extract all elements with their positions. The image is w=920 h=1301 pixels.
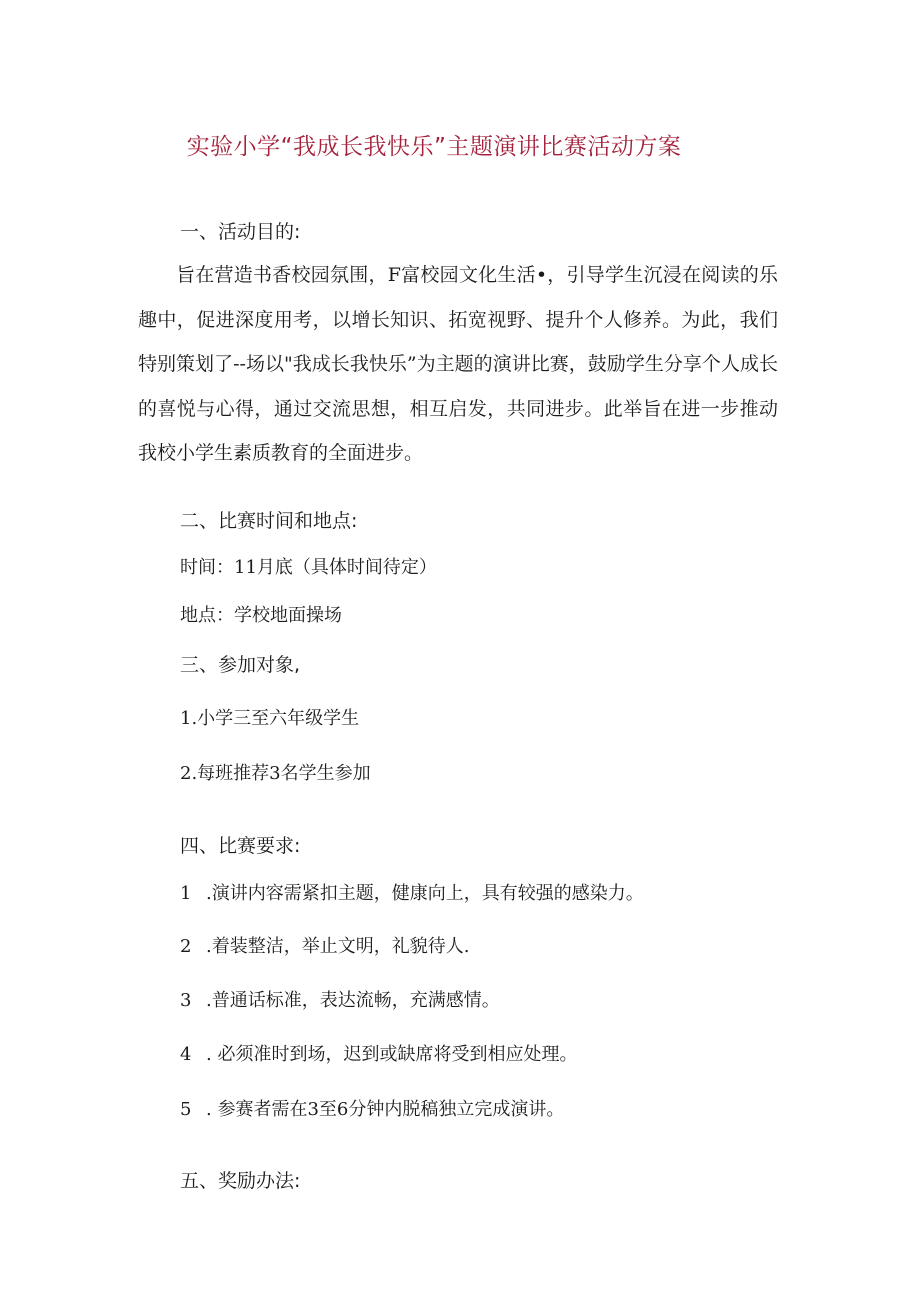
- requirement-text: .普通话标准，表达流畅，充满感情。: [206, 990, 500, 1011]
- section-4-heading: 四、比赛要求:: [180, 835, 301, 857]
- section-1-heading: 一、活动目的:: [180, 221, 301, 243]
- requirement-number: 5: [180, 1099, 192, 1120]
- requirement-text: .演讲内容需紧扣主题，健康向上，具有较强的感染力。: [206, 883, 644, 904]
- requirement-number: 3: [180, 990, 192, 1011]
- requirement-item: [180, 932, 469, 958]
- section-3-heading: 三、参加对象,: [180, 654, 301, 676]
- participant-item: 2.每班推荐3名学生参加: [180, 763, 371, 784]
- requirement-item: [180, 986, 500, 1012]
- requirement-item: [180, 1095, 564, 1121]
- requirement-text: .着装整洁，举止文明，礼貌待人.: [206, 936, 470, 957]
- section-5-heading: 五、奖励办法:: [180, 1170, 301, 1192]
- requirement-number: 2: [180, 936, 192, 957]
- requirement-text: . 参赛者需在3至6分钟内脱稿独立完成演讲。: [206, 1099, 565, 1120]
- event-place: 地点：学校地面操场: [180, 605, 342, 626]
- requirement-text: . 必须准时到场，迟到或缺席将受到相应处理。: [206, 1044, 578, 1065]
- section-1-paragraph: 旨在营造书香校园氛围，F富校园文化生活•，引导学生沉浸在阅读的乐趣中，促进深度用考，以增长知识、拓宽视野、提升个人修养。为此，我们特别策划了--场以"我成长我快乐”为主题的演讲比赛，鼓励学生分享个人成长的喜悦与心得，通过交流思想，相互启发，共同进步。此举旨在进一步推动我校小学生素质教育的全面进步。: [138, 264, 778, 464]
- requirement-number: 1: [180, 883, 192, 904]
- requirement-item: [180, 879, 644, 905]
- document-title: 实验小学“我成长我快乐”主题演讲比赛活动方案: [186, 134, 682, 160]
- section-2-heading: 二、比赛时间和地点:: [180, 510, 358, 532]
- participant-item: 1.小学三至六年级学生: [180, 708, 360, 729]
- event-time: 时间：11月底（具体时间待定）: [180, 557, 437, 578]
- requirement-item: [180, 1040, 577, 1066]
- requirement-number: 4: [180, 1044, 192, 1065]
